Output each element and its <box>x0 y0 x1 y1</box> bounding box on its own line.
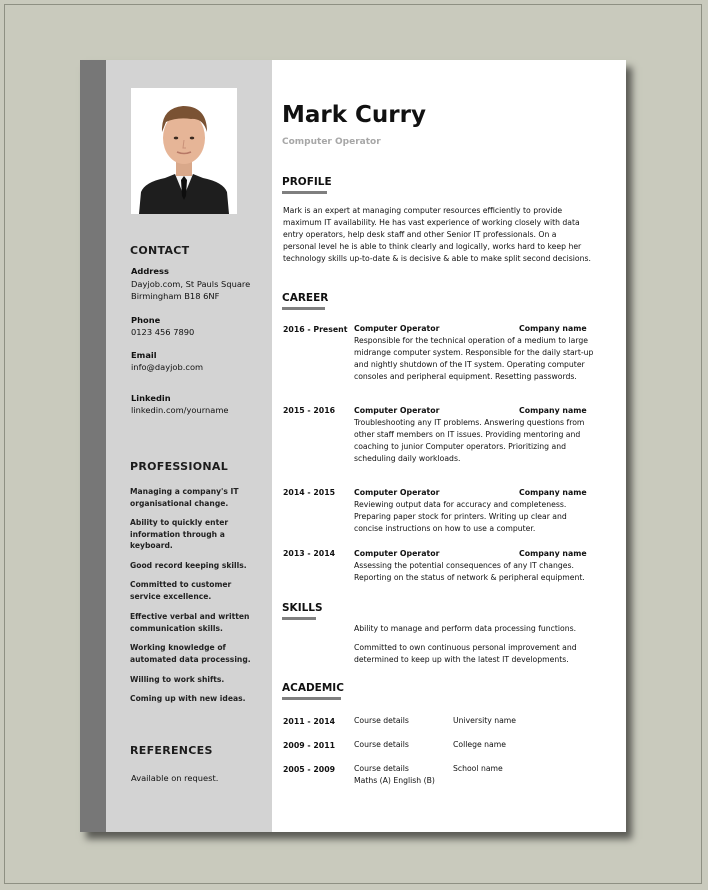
job-description: Assessing the potential consequences of any IT changes. Reporting on the status of network & peripheral equipment. <box>354 561 585 582</box>
contact-heading: CONTACT <box>130 244 190 257</box>
job-role: Computer Operator <box>354 488 440 497</box>
profile-photo <box>131 88 237 214</box>
job-title: Computer Operator <box>282 137 381 147</box>
academic-course: Course details <box>354 764 409 773</box>
profile-text: Mark is an expert at managing computer resources efficiently to provide maximum IT availability. He has vast experience of working closely with data entry operators, help desk staff and other Senior IT professionals. On a personal level he is able to think clearly and logically, works hard to keep her technology skills up-to-date & is decisive & able to make split second decisions. <box>283 206 591 263</box>
professional-item: Ability to quickly enter information through a keyboard. <box>130 518 229 550</box>
resume-page <box>80 60 626 832</box>
job-company: Company name <box>519 324 587 333</box>
academic-extra: Maths (A) English (B) <box>354 776 435 785</box>
email-label: Email <box>131 350 157 360</box>
professional-item: Good record keeping skills. <box>130 561 247 570</box>
job-company: Company name <box>519 488 587 497</box>
person-photo-icon <box>131 88 237 214</box>
phone-label: Phone <box>131 315 161 325</box>
job-description: Responsible for the technical operation of a medium to large midrange computer system. Responsible for the daily start-up and nightly shutdown of the IT system. Operating computer consoles and peripheral equipment. Resetting passwords. <box>354 336 594 381</box>
professional-item: Coming up with new ideas. <box>130 694 246 703</box>
skills-heading: SKILLS <box>282 602 323 614</box>
professional-item: Willing to work shifts. <box>130 675 225 684</box>
address-line2: Birmingham B18 6NF <box>131 291 220 301</box>
academic-underline <box>282 697 341 700</box>
job-description: Reviewing output data for accuracy and completeness. Preparing paper stock for printers. Writing up clear and concise instructions on how to use a computer. <box>354 500 567 533</box>
address-label: Address <box>131 266 169 276</box>
references-text: Available on request. <box>131 773 219 783</box>
job-dates: 2014 - 2015 <box>283 488 336 497</box>
job-role: Computer Operator <box>354 549 440 558</box>
email-value[interactable]: info@dayjob.com <box>131 362 204 372</box>
profile-underline <box>282 191 327 194</box>
job-dates: 2013 - 2014 <box>283 549 336 558</box>
professional-item: Effective verbal and written communication skills. <box>130 612 250 633</box>
professional-heading: PROFESSIONAL <box>130 460 229 473</box>
job-role: Computer Operator <box>354 324 440 333</box>
job-role: Computer Operator <box>354 406 440 415</box>
job-dates: 2016 - Present <box>283 325 348 334</box>
academic-dates: 2009 - 2011 <box>283 741 336 750</box>
professional-item: Committed to customer service excellence. <box>130 580 232 601</box>
phone-value: 0123 456 7890 <box>131 327 195 337</box>
job-description: Troubleshooting any IT problems. Answering questions from other staff members on IT issues. Providing mentoring and coaching to junior Computer operators. Prioritizing and scheduling daily workloads. <box>354 418 585 463</box>
academic-course: Course details <box>354 716 409 725</box>
side-stripe <box>80 60 106 832</box>
skill-item: Ability to manage and perform data processing functions. <box>354 624 577 633</box>
candidate-name: Mark Curry <box>282 102 426 128</box>
skills-underline <box>282 617 316 620</box>
job-dates: 2015 - 2016 <box>283 406 336 415</box>
academic-dates: 2005 - 2009 <box>283 765 336 774</box>
academic-course: Course details <box>354 740 409 749</box>
skill-item: Committed to own continuous personal improvement and determined to keep up with the latest IT developments. <box>354 643 577 664</box>
professional-item: Working knowledge of automated data processing. <box>130 643 251 664</box>
linkedin-label: Linkedin <box>131 393 171 403</box>
academic-dates: 2011 - 2014 <box>283 717 336 726</box>
academic-institution: University name <box>453 716 517 725</box>
career-heading: CAREER <box>282 292 329 304</box>
academic-institution: School name <box>453 764 503 773</box>
academic-heading: ACADEMIC <box>282 682 344 694</box>
address-line1: Dayjob.com, St Pauls Square <box>131 279 251 289</box>
linkedin-value[interactable]: linkedin.com/yourname <box>131 405 229 415</box>
professional-item: Managing a company's IT organisational change. <box>130 487 239 508</box>
job-company: Company name <box>519 406 587 415</box>
career-underline <box>282 307 325 310</box>
profile-heading: PROFILE <box>282 176 332 188</box>
academic-institution: College name <box>453 740 506 749</box>
references-heading: REFERENCES <box>130 744 213 757</box>
job-company: Company name <box>519 549 587 558</box>
